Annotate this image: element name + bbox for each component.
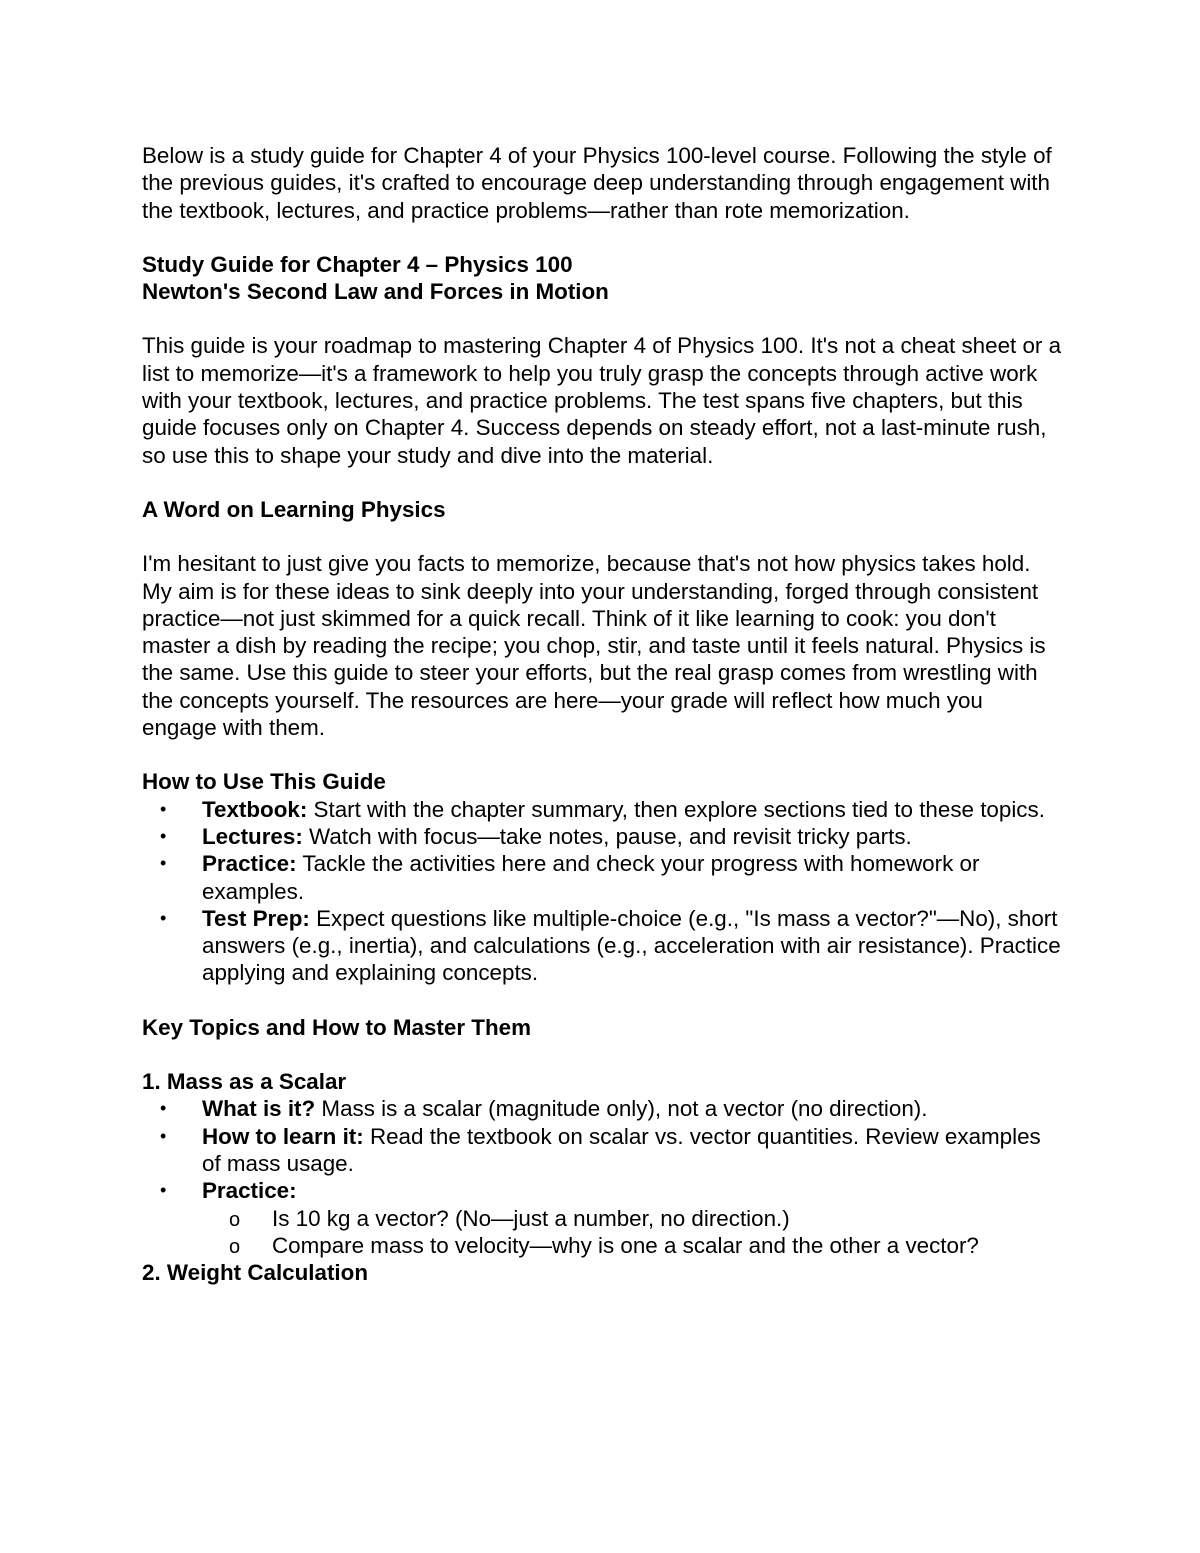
topic-1-heading: 1. Mass as a Scalar [142,1069,347,1095]
list-item-label: Test Prep: [202,905,310,931]
sub-list-item [202,1232,1062,1259]
list-item-label: Practice: [202,851,297,877]
learning-heading: A Word on Learning Physics [142,496,446,522]
list-item [142,823,1062,850]
list-item-text: Read the textbook on scalar vs. vector quantities. Review examples of mass usage. [202,1123,1041,1176]
list-item-text: Expect questions like multiple-choice (e.g., "Is mass a vector?"—No), short answers (e.g., inertia), and calculations (e.g., acceleration with air resistance). Practice applying and explaining concepts. [202,905,1061,986]
title-line-1: Study Guide for Chapter 4 – Physics 100 [142,251,573,277]
list-item [142,1123,1062,1178]
bullet-icon: • [160,798,167,819]
list-item-text: Tackle the activities here and check your progress with homework or examples. [202,851,980,904]
list-item [142,796,1062,823]
list-item-text: Mass is a scalar (magnitude only), not a vector (no direction). [315,1096,928,1122]
bullet-icon: • [160,825,167,846]
how-to-list [142,796,1062,987]
list-item [142,1177,1062,1259]
list-item [142,1095,1062,1122]
bullet-icon: • [160,907,167,928]
intro-paragraph: Below is a study guide for Chapter 4 of your Physics 100-level course. Following the style of the previous guides, it's crafted to encourage deep understanding through engagement with the textbook, lectures, and practice problems—rather than rote memorization. [142,143,1052,223]
bullet-icon: • [160,1125,167,1146]
bullet-icon: • [160,853,167,874]
key-topics-heading: Key Topics and How to Master Them [142,1014,531,1040]
list-item-text: Start with the chapter summary, then explore sections tied to these topics. [307,796,1045,822]
topic-1-list [142,1095,1062,1259]
list-item-label: What is it? [202,1096,316,1122]
list-item-text: Watch with focus—take notes, pause, and revisit tricky parts. [302,823,912,849]
learning-paragraph: I'm hesitant to just give you facts to memorize, because that's not how physics takes hold. My aim is for these ideas to sink deeply into your understanding, forged through consistent practice—not just skimmed for a quick recall. Think of it like learning to cook: you don't master a dish by reading the recipe; you chop, stir, and taste until it feels natural. Physics is the same. Use this guide to steer your efforts, but the real grasp comes from wrestling with the concepts yourself. The resources are here—your grade will reflect how much you engage with them. [142,551,1046,741]
bullet-icon: • [160,1180,167,1201]
bullet-icon: • [160,1098,167,1119]
list-item-label: How to learn it: [202,1123,364,1149]
document-page [142,142,1062,1286]
practice-sublist [202,1205,1062,1260]
topic-2-heading: 2. Weight Calculation [142,1260,369,1286]
title-line-2: Newton's Second Law and Forces in Motion [142,279,609,305]
list-item-label: Textbook: [202,796,308,822]
circle-bullet-icon: o [229,1235,241,1258]
sub-list-item-text: Is 10 kg a vector? (No—just a number, no direction.) [272,1205,790,1231]
list-item-label: Lectures: [202,823,303,849]
roadmap-paragraph: This guide is your roadmap to mastering Chapter 4 of Physics 100. It's not a cheat sheet or a list to memorize—it's a framework to help you truly grasp the concepts through active work with your textbook, lectures, and practice problems. The test spans five chapters, but this guide focuses only on Chapter 4. Success depends on steady effort, not a last-minute rush, so use this to shape your study and dive into the material. [142,333,1062,468]
circle-bullet-icon: o [229,1208,241,1231]
how-to-heading: How to Use This Guide [142,769,386,795]
list-item [142,850,1062,905]
sub-list-item [202,1205,1062,1232]
list-item-label: Practice: [202,1178,297,1204]
list-item [142,905,1062,987]
sub-list-item-text: Compare mass to velocity—why is one a scalar and the other a vector? [272,1232,979,1258]
